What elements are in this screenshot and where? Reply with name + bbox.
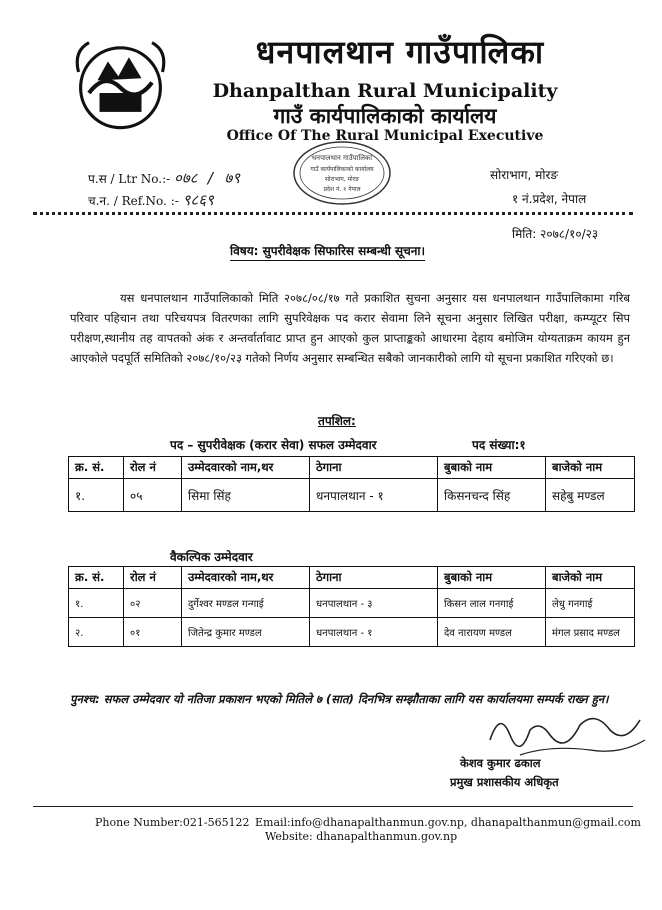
- reference-number-label: च.न. / Ref.No. :-: [88, 194, 179, 208]
- cell-name: सिमा सिंह: [182, 479, 310, 512]
- letter-number-label: प.स / Ltr No.:-: [88, 172, 171, 186]
- signatory-name: केशव कुमार ढकाल: [460, 756, 541, 770]
- post-count: पद संख्या:१: [472, 438, 526, 452]
- municipality-title-english: Dhanpalthan Rural Municipality: [212, 80, 558, 102]
- col-serial: क्र. सं.: [69, 567, 124, 589]
- stamp-line4: प्रदेश नं. १ नेपाल: [323, 186, 361, 193]
- table-row: [69, 589, 635, 618]
- stamp-line3: सोराभाग, मोरङ: [324, 176, 360, 183]
- signatory-title: प्रमुख प्रशासकीय अधिकृत: [450, 775, 559, 789]
- cell-name: दुर्गेश्वर मण्डल गन्गाई: [182, 589, 310, 618]
- cell-grandfather: मंगल प्रसाद मण्डल: [546, 618, 635, 647]
- cell-address: धनपालथान - १: [310, 479, 438, 512]
- reference-number-value: ९८६९: [182, 191, 214, 209]
- letter-number-value: ०७८ / ७९: [174, 169, 241, 187]
- municipality-emblem: [68, 30, 173, 135]
- col-address: ठेगाना: [310, 457, 438, 479]
- cell-father: किसन लाल गनगाई: [438, 589, 546, 618]
- address-line1: सोराभाग, मोरङ: [490, 168, 559, 182]
- cell-father: किसनचन्द सिंह: [438, 479, 546, 512]
- stamp-line1: धनपालथान गाउँपालिका: [311, 154, 373, 162]
- cell-grandfather: सहेबु मण्डल: [546, 479, 635, 512]
- cell-father: देव नारायण मण्डल: [438, 618, 546, 647]
- col-roll: रोल नं: [124, 457, 182, 479]
- office-stamp: [292, 140, 392, 206]
- cell-address: धनपालथान - १: [310, 618, 438, 647]
- subject-line: विषय: सुपरीवेक्षक सिफारिस सम्बन्धी सूचना।: [230, 242, 425, 261]
- col-roll: रोल नं: [124, 567, 182, 589]
- col-father: बुबाको नाम: [438, 567, 546, 589]
- cell-roll: ०१: [124, 618, 182, 647]
- document-date: मिति: २०७८/१०/२३: [512, 227, 599, 241]
- footer-website: Website: dhanapalthanmun.gov.np: [265, 830, 458, 843]
- footer-divider: [33, 806, 633, 807]
- col-grandfather: बाजेको नाम: [546, 457, 635, 479]
- cell-serial: १.: [69, 589, 124, 618]
- selected-candidates-table: [68, 456, 635, 512]
- header-divider: [33, 212, 633, 215]
- cell-roll: ०२: [124, 589, 182, 618]
- post-line: पद – सुपरीवेक्षक (करार सेवा) सफल उम्मेदवार: [170, 438, 377, 452]
- footer-email: Email:info@dhanapalthanmun.gov.np, dhanapalthanmun@gmail.com: [255, 816, 641, 829]
- letter-number-row: [88, 168, 240, 188]
- cell-roll: ०५: [124, 479, 182, 512]
- table-row: [69, 479, 635, 512]
- table-header-row: [69, 457, 635, 479]
- cell-address: धनपालथान - ३: [310, 589, 438, 618]
- cell-serial: २.: [69, 618, 124, 647]
- municipality-title-nepali: धनपालथान गाउँपालिका: [255, 33, 545, 71]
- cell-name: जितेन्द्र कुमार मण्डल: [182, 618, 310, 647]
- col-father: बुबाको नाम: [438, 457, 546, 479]
- postscript-notice: पुनश्च: सफल उम्मेदवार यो नतिजा प्रकाशन भएको मितिले ७ (सात) दिनभित्र सम्झौताका लागि यस कार्यालयमा सम्पर्क राख्न हुन।: [70, 692, 609, 706]
- reference-number-row: [88, 190, 214, 210]
- schedule-title: तपशिल:: [318, 414, 356, 428]
- address-line2: १ नं.प्रदेश, नेपाल: [512, 192, 587, 206]
- footer-phone: Phone Number:021-565122: [95, 816, 250, 829]
- office-title-nepali: गाउँ कार्यपालिकाको कार्यालय: [273, 104, 497, 128]
- col-address: ठेगाना: [310, 567, 438, 589]
- office-title-english: Office Of The Rural Municipal Executive: [226, 128, 544, 144]
- cell-serial: १.: [69, 479, 124, 512]
- stamp-line2: गाउँ कार्यपालिकाको कार्यालय: [310, 166, 374, 173]
- alternate-candidates-table: [68, 566, 635, 647]
- col-serial: क्र. सं.: [69, 457, 124, 479]
- alternate-title: वैकल्पिक उम्मेदवार: [170, 550, 253, 564]
- cell-grandfather: लेधु गनगाई: [546, 589, 635, 618]
- col-name: उम्मेदवारको नाम,थर: [182, 457, 310, 479]
- col-grandfather: बाजेको नाम: [546, 567, 635, 589]
- table-header-row: [69, 567, 635, 589]
- notice-body: यस धनपालथान गाउँपालिकाको मिति २०७८/०८/१७ गते प्रकाशित सुचना अनुसार यस धनपालथान गाउँपालिकामा गरिब परिवार पहिचान तथा परिचयपत्र वितरणका लागि सुपरिवेक्षक पद करार सेवामा लिने सूचना अनुसार लिखित परीक्षा, कम्प्यूटर सिप परीक्षण,स्थानीय तह वापतको अंक र अन्तर्वार्तावाट प्राप्त हुन आएको कुल प्राप्ताङ्कको आधारमा देहाय बमोजिम योग्यताक्रम कायम हुन आएकोले पदपूर्ति समितिको २०७८/१०/२३ गतेको निर्णय अनुसार सम्बन्धित सबैको जानकारीको लागि यो सूचना प्रकाशित गरिएको छ।: [70, 291, 630, 365]
- table-row: [69, 618, 635, 647]
- col-name: उम्मेदवारको नाम,थर: [182, 567, 310, 589]
